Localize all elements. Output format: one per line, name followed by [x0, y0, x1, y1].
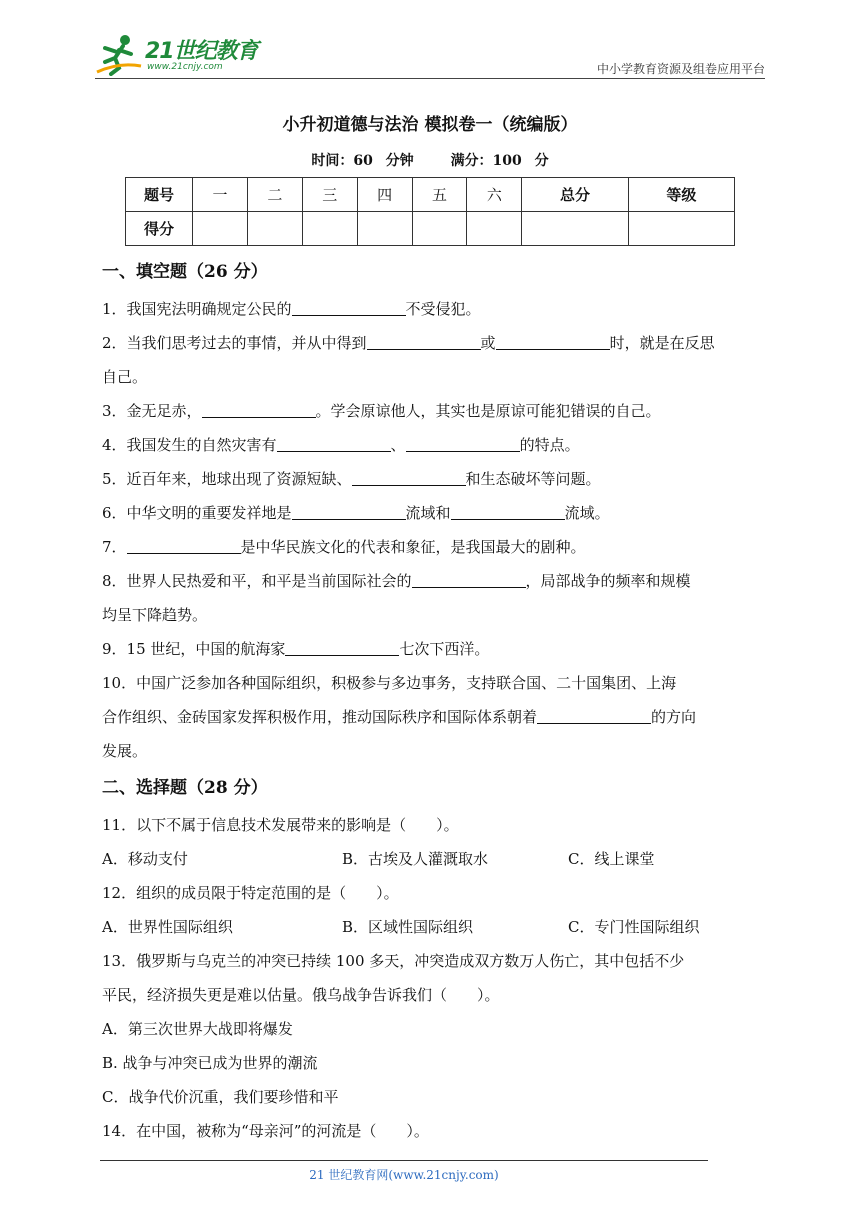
question-text: 发展。 — [102, 742, 148, 760]
score-table-score-row — [126, 212, 735, 246]
question-text: 7． — [102, 538, 127, 556]
footer-divider — [100, 1160, 708, 1161]
answer-blank[interactable] — [127, 535, 241, 554]
score-cell[interactable] — [628, 212, 734, 246]
score-cell[interactable] — [412, 212, 467, 246]
section-title: 二、选择题（28 分） — [102, 778, 268, 798]
question-text: 10．中国广泛参加各种国际组织，积极参与多边事务，支持联合国、二十国集团、上海 — [102, 674, 677, 692]
question-8-cont — [102, 598, 762, 632]
question-text: 3．金无足赤， — [102, 402, 202, 420]
answer-blank[interactable] — [292, 501, 406, 520]
question-text: 、 — [390, 436, 406, 454]
question-3 — [102, 394, 762, 428]
footer-link[interactable]: 21 世纪教育网(www.21cnjy.com) — [309, 1168, 499, 1182]
table-cell: 一 — [193, 178, 248, 212]
question-text: 自己。 — [102, 368, 148, 386]
question-1 — [102, 292, 762, 326]
question-13-cont: 平民，经济损失更是难以估量。俄乌战争告诉我们（ ）。 — [102, 986, 500, 1004]
option-a[interactable]: A．移动支付 — [102, 850, 188, 868]
table-cell: 三 — [302, 178, 357, 212]
question-10-cont2 — [102, 734, 762, 768]
question-text: 。学会原谅他人，其实也是原谅可能犯错误的自己。 — [315, 402, 661, 420]
question-text: 4．我国发生的自然灾害有 — [102, 436, 277, 454]
question-7 — [102, 530, 762, 564]
answer-blank[interactable] — [292, 297, 406, 316]
exam-body — [102, 252, 762, 1148]
question-text: 的特点。 — [519, 436, 580, 454]
question-9 — [102, 632, 762, 666]
question-12: 12．组织的成员限于特定范围的是（ ）。 — [102, 884, 399, 902]
question-text: 1．我国宪法明确规定公民的 — [102, 300, 292, 318]
question-text: 时，就是在反思 — [609, 334, 715, 352]
table-cell: 五 — [412, 178, 467, 212]
score-table-header-row — [126, 178, 735, 212]
question-text: 流域和 — [405, 504, 451, 522]
runner-logo-icon — [95, 32, 143, 76]
option-b[interactable]: B．古埃及人灌溉取水 — [342, 850, 489, 868]
question-text: 流域。 — [564, 504, 610, 522]
question-2 — [102, 326, 762, 360]
table-cell: 题号 — [126, 178, 193, 212]
option-a[interactable]: A．世界性国际组织 — [102, 918, 233, 936]
question-text: ，局部战争的频率和规模 — [525, 572, 691, 590]
question-text: 和生态破坏等问题。 — [465, 470, 601, 488]
score-cell[interactable] — [247, 212, 302, 246]
header-divider — [95, 78, 765, 79]
question-text: 是中华民族文化的代表和象征，是我国最大的剧种。 — [240, 538, 586, 556]
score-cell[interactable] — [522, 212, 628, 246]
score-cell[interactable] — [357, 212, 412, 246]
answer-blank[interactable] — [412, 569, 526, 588]
section-title: 一、填空题（26 分） — [102, 262, 268, 282]
question-2-cont — [102, 360, 762, 394]
exam-info — [0, 150, 860, 170]
question-6 — [102, 496, 762, 530]
question-text: 2．当我们思考过去的事情，并从中得到 — [102, 334, 367, 352]
answer-blank[interactable] — [277, 433, 391, 452]
question-8 — [102, 564, 762, 598]
answer-blank[interactable] — [202, 399, 316, 418]
platform-name: 中小学教育资源及组卷应用平台 — [596, 62, 765, 76]
question-13: 13．俄罗斯与乌克兰的冲突已持续 100 多天，冲突造成双方数万人伤亡，其中包括不少 — [102, 952, 685, 970]
question-5 — [102, 462, 762, 496]
question-text: 9．15 世纪，中国的航海家 — [102, 640, 286, 658]
score-cell[interactable] — [467, 212, 522, 246]
question-10 — [102, 666, 762, 700]
option-a[interactable]: A．第三次世界大战即将爆发 — [102, 1020, 293, 1038]
score-table — [125, 177, 735, 246]
question-text: 或 — [480, 334, 496, 352]
table-cell: 等级 — [628, 178, 734, 212]
logo-url: www.21cnjy.com — [147, 62, 223, 72]
question-4 — [102, 428, 762, 462]
question-text: 6．中华文明的重要发祥地是 — [102, 504, 292, 522]
page-title: 小升初道德与法治 模拟卷一（统编版） — [282, 115, 578, 135]
question-11-options — [102, 842, 762, 876]
option-c[interactable]: C．线上课堂 — [568, 850, 655, 868]
question-10-cont — [102, 700, 762, 734]
table-cell: 总分 — [522, 178, 628, 212]
table-cell: 四 — [357, 178, 412, 212]
table-cell: 六 — [467, 178, 522, 212]
logo — [95, 32, 265, 76]
answer-blank[interactable] — [352, 467, 466, 486]
question-text: 的方向 — [651, 708, 697, 726]
question-text: 不受侵犯。 — [405, 300, 481, 318]
answer-blank[interactable] — [496, 331, 610, 350]
option-b[interactable]: B．区域性国际组织 — [342, 918, 474, 936]
option-c[interactable]: C．专门性国际组织 — [568, 918, 700, 936]
question-text: 5．近百年来，地球出现了资源短缺、 — [102, 470, 352, 488]
question-14: 14．在中国，被称为“母亲河”的河流是（ ）。 — [102, 1122, 429, 1140]
answer-blank[interactable] — [367, 331, 481, 350]
exam-score: 满分：100 分 — [450, 153, 549, 169]
answer-blank[interactable] — [285, 637, 399, 656]
score-cell[interactable] — [302, 212, 357, 246]
question-text: 8．世界人民热爱和平，和平是当前国际社会的 — [102, 572, 412, 590]
answer-blank[interactable] — [537, 705, 651, 724]
question-text: 七次下西洋。 — [399, 640, 490, 658]
option-c[interactable]: C．战争代价沉重，我们要珍惜和平 — [102, 1088, 339, 1106]
exam-time: 时间：60 分钟 — [311, 153, 414, 169]
table-cell: 二 — [247, 178, 302, 212]
page-header — [95, 28, 765, 80]
logo-text: 21世纪教育 — [145, 39, 258, 64]
score-cell[interactable] — [193, 212, 248, 246]
question-11: 11．以下不属于信息技术发展带来的影响是（ ）。 — [102, 816, 459, 834]
question-text: 合作组织、金砖国家发挥积极作用，推动国际秩序和国际体系朝着 — [102, 708, 538, 726]
question-12-options — [102, 910, 762, 944]
option-b[interactable]: B. 战争与冲突已成为世界的潮流 — [102, 1054, 318, 1072]
table-cell: 得分 — [126, 212, 193, 246]
answer-blank[interactable] — [451, 501, 565, 520]
question-text: 均呈下降趋势。 — [102, 606, 208, 624]
answer-blank[interactable] — [406, 433, 520, 452]
